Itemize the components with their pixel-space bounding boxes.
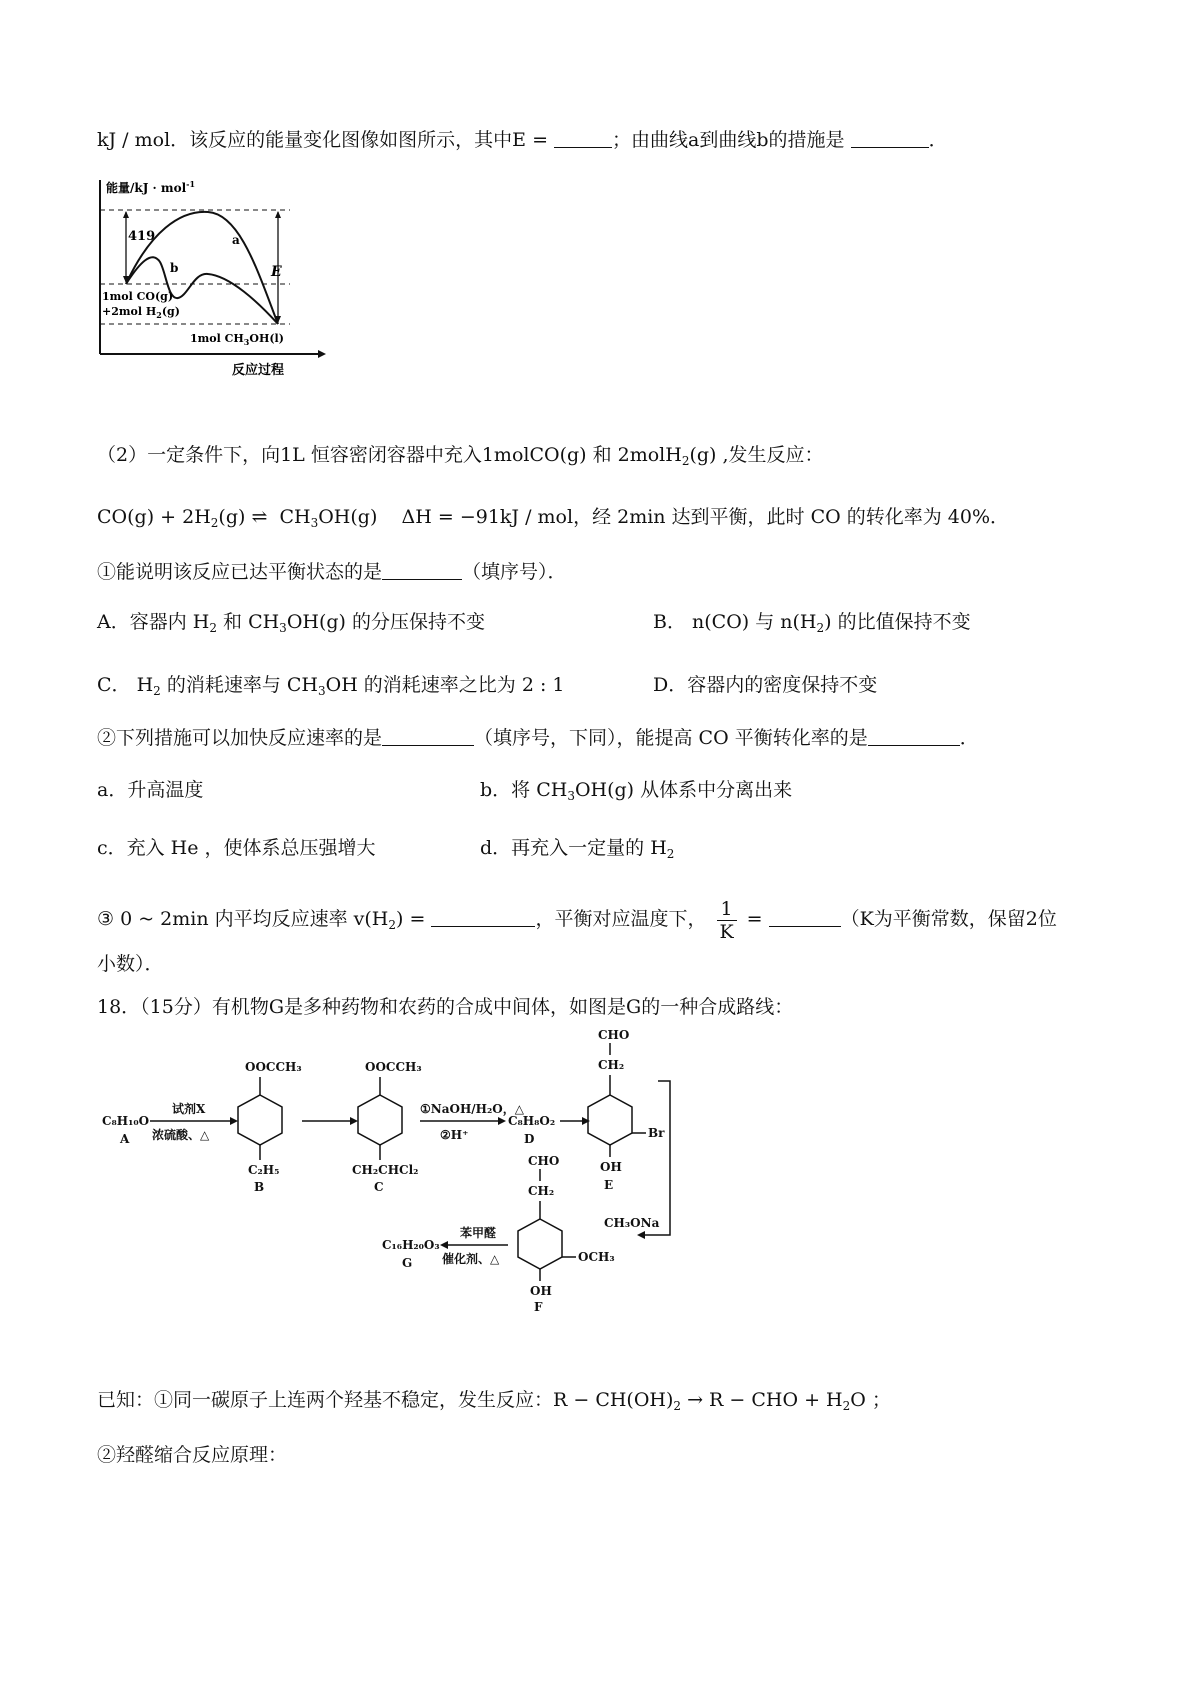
label-E: E [271, 264, 282, 280]
step-C-D-1: ①NaOH/H₂O，△ [420, 1102, 524, 1116]
sub: 2 [388, 918, 397, 932]
opt-text: OH 的消耗速率之比为 2 : 1 [325, 674, 565, 696]
sub: 3 [317, 684, 326, 698]
opt-text: d．再充入一定量的 H [480, 837, 667, 859]
option-D: D．容器内的密度保持不变 [653, 674, 878, 696]
compound-E-oh: OH [600, 1160, 622, 1174]
q1-prompt-tail: （填序号）． [462, 561, 567, 583]
sub: 3 [310, 516, 319, 530]
known-eq: → R − CHO + H [681, 1389, 843, 1411]
eq-part: CO(g) + 2H [97, 506, 211, 528]
eq-part: CH [279, 506, 311, 528]
opt-text: OH(g) 的分压保持不变 [286, 611, 485, 633]
arrowhead [498, 1117, 506, 1125]
answer-blank-measure[interactable] [851, 129, 929, 148]
known-line-2: ②羟醛缩合反应原理： [97, 1444, 288, 1466]
compound-F-ring [518, 1219, 562, 1269]
label-419: 419 [128, 229, 156, 244]
reaction-equation [97, 505, 1009, 535]
sub: 2 [842, 1399, 851, 1413]
step-F-G-2: 催化剂、△ [442, 1252, 500, 1266]
compound-G-formula: C₁₆H₂₀O₃ [382, 1238, 440, 1252]
opt-text: ) 的比值保持不变 [824, 611, 971, 633]
eq-part: OH(g) [318, 506, 378, 528]
compound-B-top: OOCCH₃ [245, 1060, 302, 1074]
measure-d [480, 836, 674, 866]
arrowhead [637, 1231, 645, 1239]
compound-B-ring [238, 1095, 282, 1145]
opt-text: C． H [97, 674, 154, 696]
compound-G-label: G [402, 1256, 413, 1270]
q3-line [97, 893, 1057, 945]
x-axis-label: 反应过程 [232, 363, 285, 378]
q1-prompt-text: ①能说明该反应已达平衡状态的是 [97, 561, 383, 583]
arrow-E-head-up [275, 211, 281, 218]
arrowhead [582, 1117, 590, 1125]
compound-C-bottom: CH₂CHCl₂ [352, 1163, 419, 1177]
arrow-419-head-up [123, 211, 129, 218]
reagent-X: 试剂X [172, 1102, 206, 1116]
reactants-label-2: +2mol $H_2(g)$ [102, 305, 180, 320]
option-C [97, 673, 565, 703]
period: ． [928, 129, 948, 151]
opt-text: 的消耗速率与 CH [160, 674, 318, 696]
compound-B-bottom: C₂H₅ [248, 1163, 280, 1177]
frac-den: K [719, 920, 734, 943]
compound-F-oh: OH [530, 1284, 552, 1298]
arrow-E-F [645, 1081, 670, 1235]
answer-blank-q2-rate[interactable] [382, 727, 474, 746]
enthalpy: ΔH = −91kJ / mol [401, 506, 574, 528]
equals: = [746, 908, 763, 930]
product-label: 1mol $CH_3OH(l)$ [190, 332, 284, 347]
option-B [653, 610, 971, 640]
q2-prompt [97, 726, 979, 750]
sub: 2 [681, 454, 690, 468]
intro-line [97, 128, 948, 152]
option-A [97, 610, 485, 640]
answer-blank-E[interactable] [554, 129, 612, 148]
compound-E-label: E [604, 1178, 614, 1192]
compound-E-ring [588, 1095, 632, 1145]
opt-text: b．将 CH [480, 779, 568, 801]
reagent-CH3ONa: CH₃ONa [604, 1216, 660, 1230]
compound-D-label: D [524, 1132, 535, 1146]
q3-text: （K为平衡常数，保留2位 [840, 908, 1057, 930]
compound-B-label: B [254, 1180, 265, 1194]
opt-text: A．容器内 H [97, 611, 210, 633]
y-axis-label: 能量/kJ · mol$^{-1}$ [106, 179, 196, 195]
sub: 2 [209, 621, 217, 635]
measure-c: c．充入 He ，使体系总压强增大 [97, 837, 376, 859]
sub: 2 [666, 847, 675, 861]
q3-text: ) = [396, 908, 426, 930]
sub: 3 [567, 789, 575, 803]
compound-E-br: Br [648, 1126, 665, 1140]
compound-F-label: F [534, 1300, 543, 1314]
step-F-G-1: 苯甲醛 [460, 1226, 497, 1240]
fraction-1-over-K [717, 898, 737, 943]
compound-C-top: OOCCH₃ [365, 1060, 422, 1074]
compound-C-ring [358, 1095, 402, 1145]
known-text: 已知：①同一碳原子上连两个羟基不稳定，发生反应： [97, 1389, 554, 1411]
opt-text: OH(g) 从体系中分离出来 [574, 779, 793, 801]
compound-A-label: A [120, 1132, 130, 1146]
q1-prompt [97, 560, 567, 584]
answer-blank-q3-rate[interactable] [431, 908, 535, 927]
compound-A-formula: C₈H₁₀O [102, 1114, 150, 1128]
sub: 3 [279, 621, 287, 635]
q3-text: ，平衡对应温度下， [535, 908, 707, 930]
known-line-1 [97, 1388, 891, 1418]
compound-E-cho: CHO [598, 1028, 630, 1042]
part2-intro-tail: (g) ,发生反应： [689, 444, 824, 466]
q18-title: 18．（15分）有机物G是多种药物和农药的合成中间体，如图是G的一种合成路线： [97, 996, 794, 1018]
intro-text-2: ；由曲线a到曲线b的措施是 [612, 129, 845, 151]
opt-text: 和 CH [216, 611, 280, 633]
energy-diagram [90, 172, 330, 382]
measure-a: a．升高温度 [97, 779, 204, 801]
reagent-H2SO4: 浓硫酸、△ [152, 1128, 210, 1142]
answer-blank-q3-K[interactable] [769, 908, 841, 927]
arrowhead [440, 1241, 448, 1249]
eq-part: (g) [218, 506, 246, 528]
frac-num: 1 [717, 898, 737, 921]
curve-a-label: a [232, 233, 240, 247]
equilibrium-arrow: ⇌ [251, 506, 268, 528]
curve-b-label: b [170, 261, 179, 275]
compound-F-cho: CHO [528, 1154, 560, 1168]
q3-text: ③ 0 ~ 2min 内平均反应速率 v(H [97, 908, 389, 930]
sub: 2 [153, 684, 161, 698]
period: ． [959, 727, 979, 749]
x-axis-arrow [318, 350, 326, 358]
sub: 2 [816, 621, 825, 635]
compound-F-och3: OCH₃ [578, 1250, 615, 1264]
q2-prompt-mid: （填序号，下同），能提高 CO 平衡转化率的是 [474, 727, 868, 749]
opt-text: B． n(CO) 与 n(H [653, 611, 817, 633]
measure-b [480, 778, 792, 808]
compound-D-formula: C₈H₈O₂ [508, 1114, 556, 1128]
compound-E-ch2: CH₂ [598, 1058, 625, 1072]
sub: 2 [210, 516, 219, 530]
q3-line-2: 小数）． [97, 953, 164, 975]
eq-tail: ，经 2min 达到平衡，此时 CO 的转化率为 40%． [573, 506, 1010, 528]
arrowhead [230, 1117, 238, 1125]
part2-intro [97, 443, 824, 473]
synthesis-scheme [90, 1025, 740, 1350]
compound-C-label: C [374, 1180, 384, 1194]
q2-prompt-text: ②下列措施可以加快反应速率的是 [97, 727, 383, 749]
sub: 2 [673, 1399, 682, 1413]
part2-intro-text: （2）一定条件下，向1L 恒容密闭容器中充入1molCO(g) 和 2molH [97, 444, 682, 466]
compound-F-ch2: CH₂ [528, 1184, 555, 1198]
step-C-D-2: ②H⁺ [440, 1128, 469, 1142]
reactants-label-1: 1mol CO(g) [102, 290, 174, 303]
unit-text: kJ / mol [97, 129, 171, 151]
answer-blank-q1[interactable] [382, 561, 462, 580]
arrowhead [350, 1117, 358, 1125]
intro-text-1: ．该反应的能量变化图像如图所示，其中E = [170, 129, 548, 151]
known-eq: R − CH(OH) [553, 1389, 674, 1411]
answer-blank-q2-conversion[interactable] [868, 727, 960, 746]
known-eq: O ； [850, 1389, 891, 1411]
